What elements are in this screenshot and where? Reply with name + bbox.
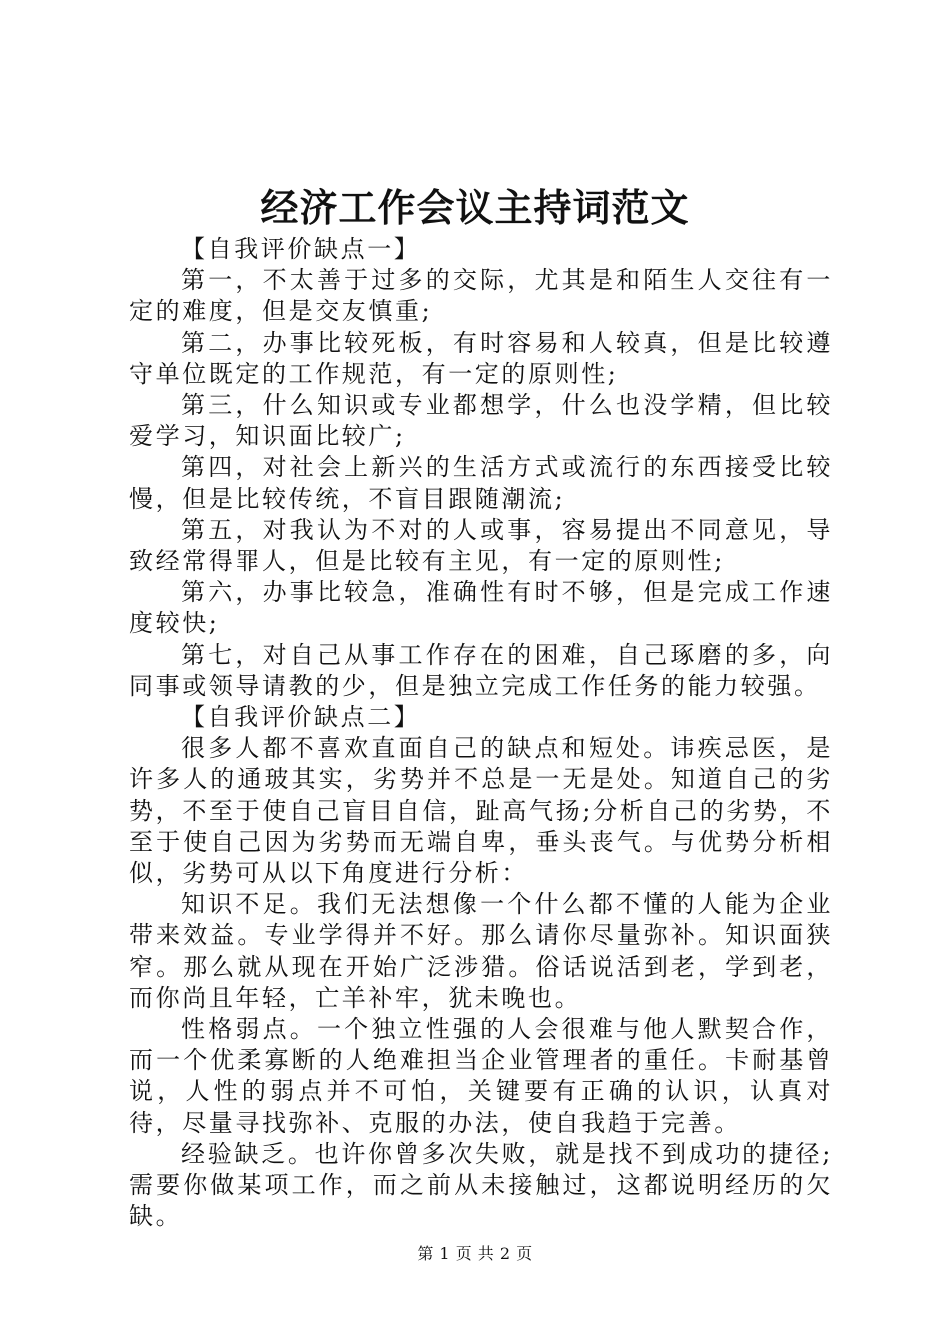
section-heading: 【自我评价缺点二】 bbox=[181, 703, 421, 732]
paragraph: 第三，什么知识或专业都想学，什么也没学精，但比较爱学习，知识面比较广; bbox=[129, 391, 833, 451]
paragraph: 第二，办事比较死板，有时容易和人较真，但是比较遵守单位既定的工作规范，有一定的原则性; bbox=[129, 328, 833, 388]
paragraph: 第五，对我认为不对的人或事，容易提出不同意见，导致经常得罪人，但是比较有主见，有一定的原则性; bbox=[129, 515, 833, 576]
paragraph: 第一，不太善于过多的交际，尤其是和陌生人交往有一定的难度，但是交友慎重; bbox=[129, 266, 833, 326]
page-number-footer: 第 1 页 共 2 页 bbox=[417, 1244, 533, 1263]
paragraph: 知识不足。我们无法想像一个什么都不懂的人能为企业带来效益。专业学得并不好。那么请你尽量弥补。知识面狭窄。那么就从现在开始广泛涉猎。俗话说活到老，学到老，而你尚且年轻，亡羊补牢，犹未晚也。 bbox=[129, 890, 833, 1012]
document-title: 经济工作会议主持词范文 bbox=[260, 185, 690, 230]
paragraph: 第四，对社会上新兴的生活方式或流行的东西接受比较慢，但是比较传统，不盲目跟随潮流; bbox=[129, 453, 833, 513]
paragraph: 经验缺乏。也许你曾多次失败，就是找不到成功的捷径;需要你做某项工作，而之前从未接触过，这都说明经历的欠缺。 bbox=[129, 1139, 833, 1231]
section-heading: 【自我评价缺点一】 bbox=[181, 235, 421, 263]
paragraph: 第六，办事比较急，准确性有时不够，但是完成工作速度较快; bbox=[129, 578, 833, 638]
paragraph: 第七，对自己从事工作存在的困难，自己琢磨的多，向同事或领导请教的少，但是独立完成工作任务的能力较强。 bbox=[129, 640, 833, 700]
paragraph: 很多人都不喜欢直面自己的缺点和短处。讳疾忌医，是许多人的通玻其实，劣势并不总是一无是处。知道自己的劣势，不至于使自己盲目自信，趾高气扬;分析自己的劣势，不至于使自己因为劣势而无端自卑，垂头丧气。与优势分析相似，劣势可从以下角度进行分析： bbox=[129, 734, 833, 888]
paragraph: 性格弱点。一个独立性强的人会很难与他人默契合作，而一个优柔寡断的人绝难担当企业管理者的重任。卡耐基曾说，人性的弱点并不可怕，关键要有正确的认识，认真对待，尽量寻找弥补、克服的办法，使自我趋于完善。 bbox=[129, 1015, 833, 1137]
document-body bbox=[129, 234, 833, 1233]
